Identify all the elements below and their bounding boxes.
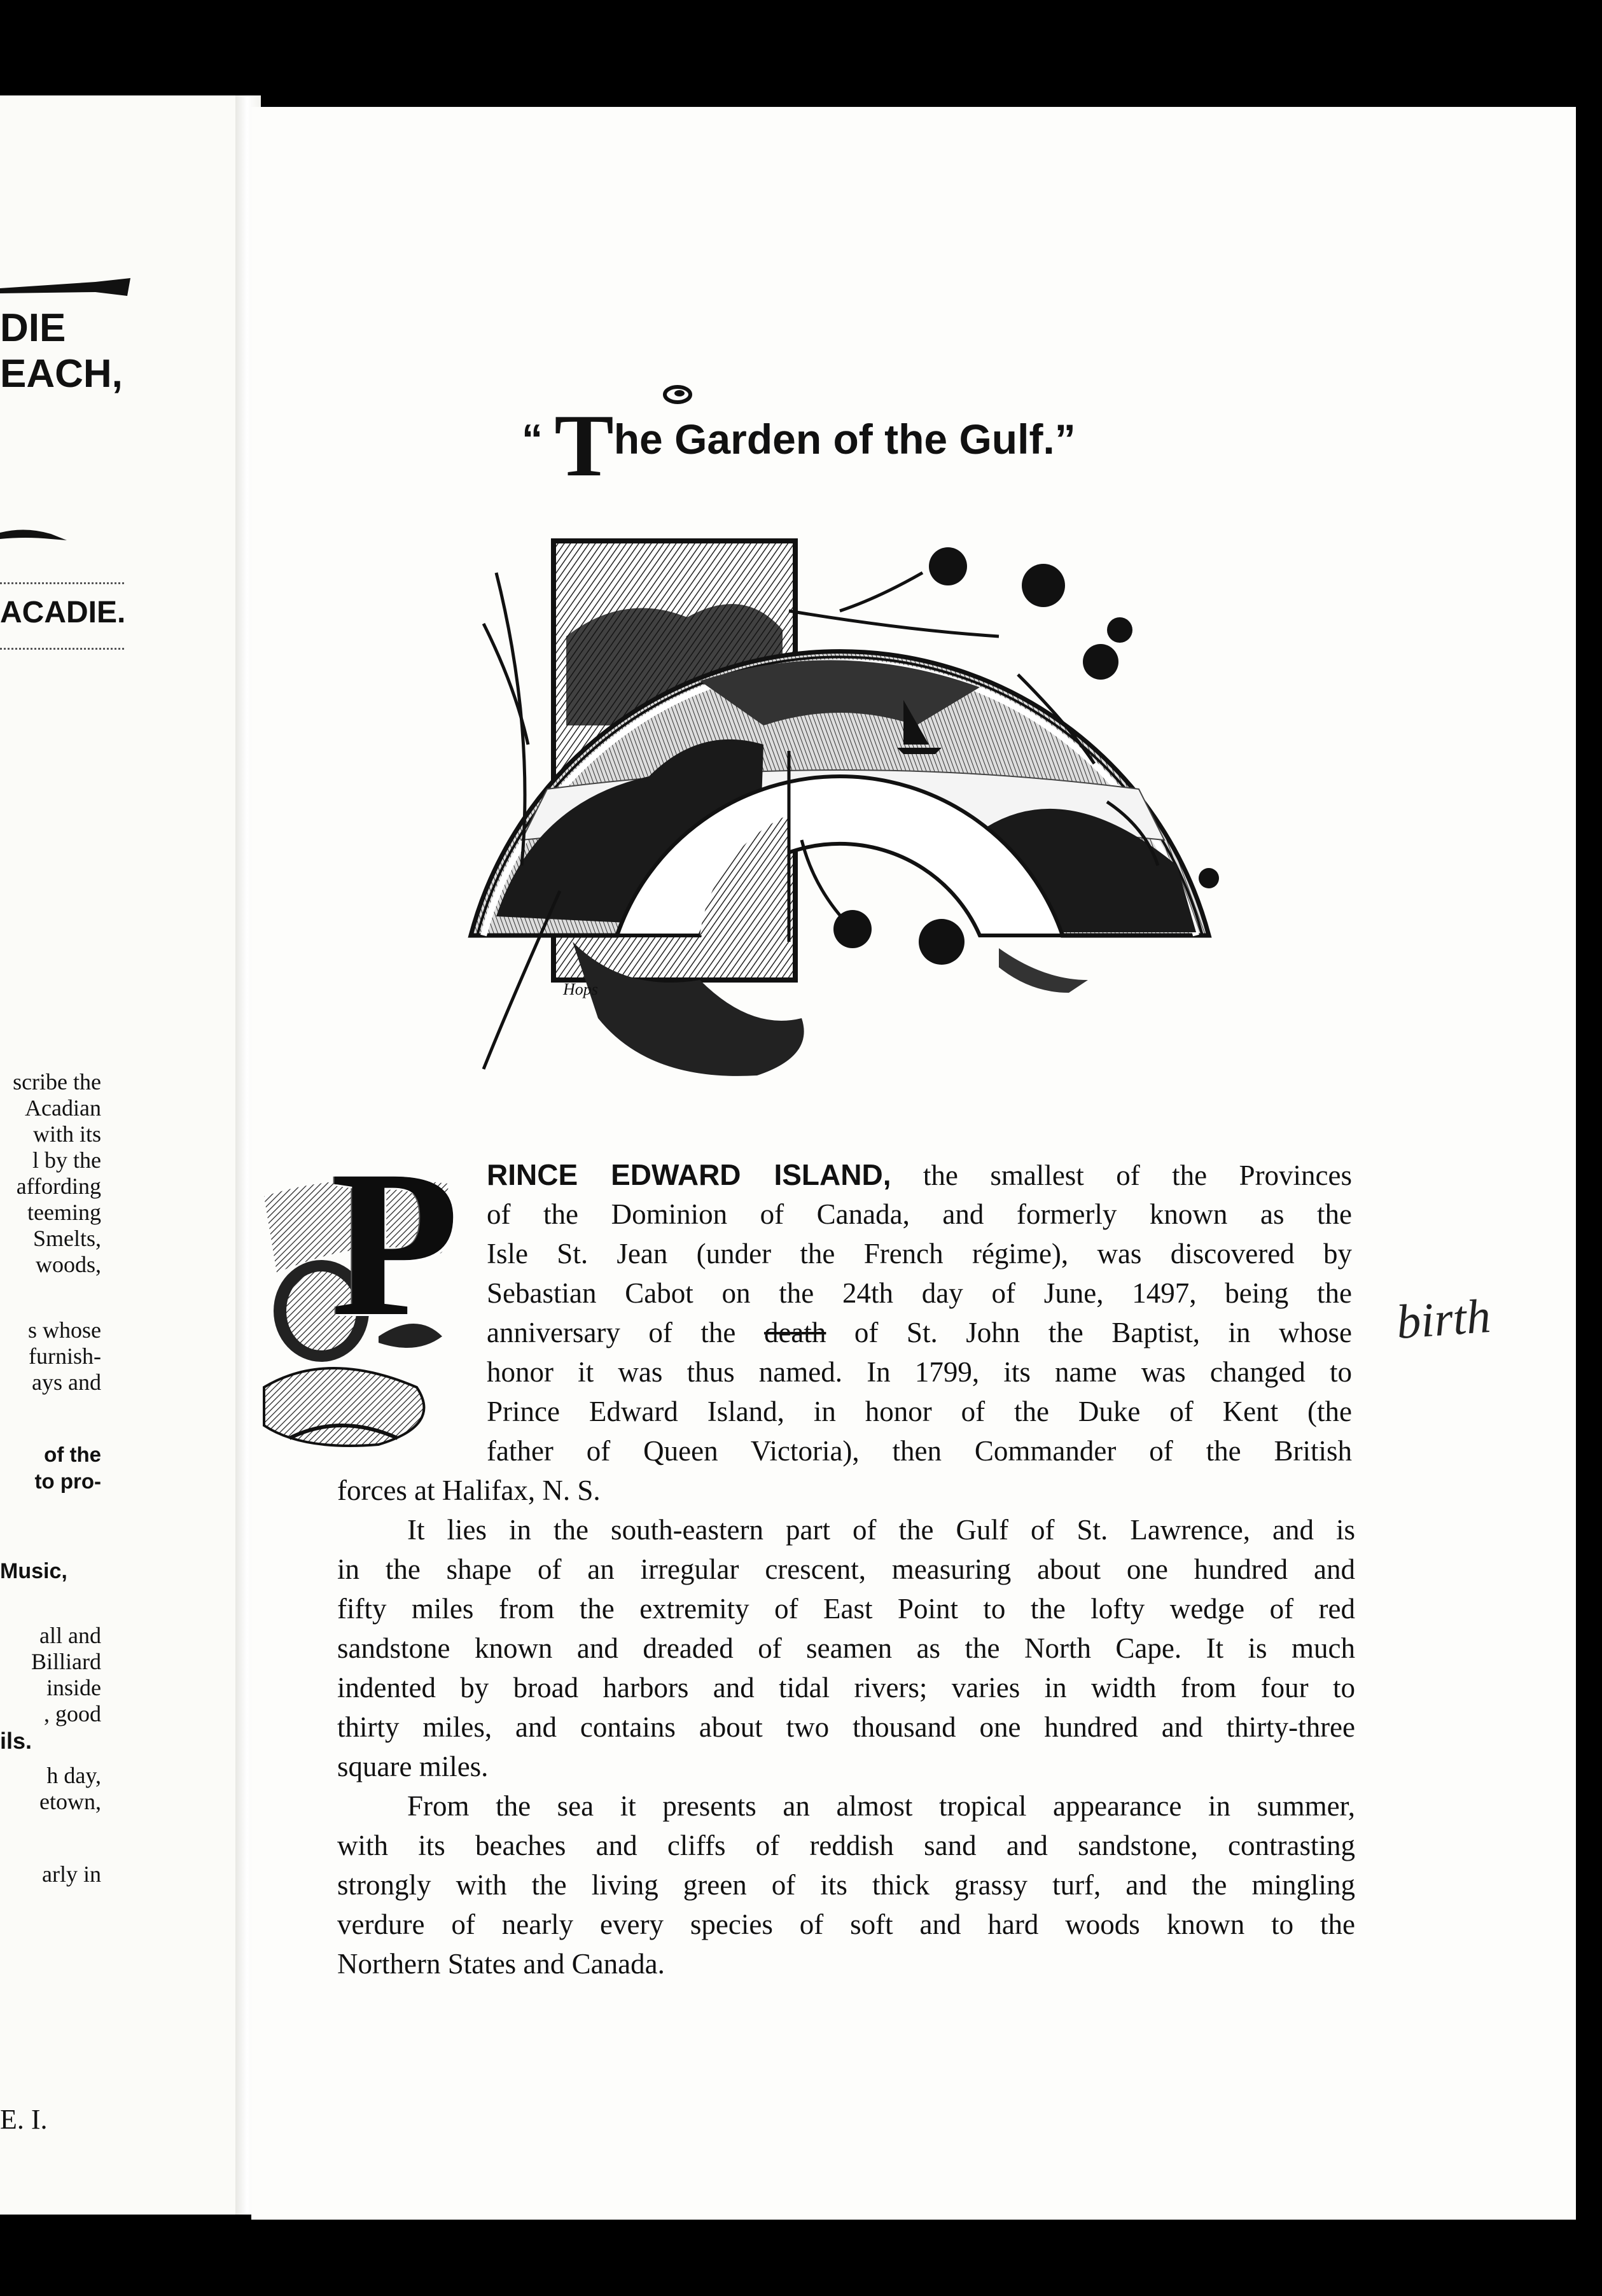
left-bold-word: ils.	[0, 1728, 32, 1754]
body-line	[487, 1155, 1352, 1195]
left-text-line: to pro-	[34, 1469, 101, 1493]
left-heading-line: EACH,	[0, 352, 123, 396]
left-text-line: h day,	[46, 1763, 101, 1788]
ornament-swash	[0, 525, 70, 544]
left-page	[0, 95, 245, 2215]
left-text-line: , good	[44, 1701, 101, 1726]
body-line: Northern States and Canada.	[337, 1948, 665, 1980]
left-text-line: woods,	[35, 1252, 101, 1277]
left-text-line: of the	[44, 1443, 101, 1466]
left-text-line: furnish-	[29, 1343, 101, 1369]
artist-signature: Hops	[563, 980, 598, 998]
body-text: of St. John the Baptist, in whose	[854, 1317, 1353, 1348]
left-text-line: all and	[39, 1623, 101, 1648]
body-line	[337, 1510, 1355, 1550]
body-text: From the sea it presents an almost tropical appearance in summer,	[407, 1790, 1355, 1822]
left-text-line: s whose	[28, 1317, 101, 1343]
fan-landscape-illustration	[458, 535, 1234, 1095]
left-text-line: Acadian	[25, 1095, 101, 1121]
body-line	[337, 1786, 1355, 1826]
handwritten-margin-note: birth	[1395, 1289, 1493, 1350]
body-line: Isle St. Jean (under the French régime), was discovered by	[487, 1238, 1352, 1270]
body-line: with its beaches and cliffs of reddish sand and sandstone, contrasting	[337, 1830, 1355, 1861]
title-text: he Garden of the Gulf.”	[613, 416, 1076, 463]
body-line: fifty miles from the extremity of East Point to the lofty wedge of red	[337, 1593, 1355, 1625]
left-text-line: ays and	[32, 1369, 101, 1395]
left-paragraph	[31, 1623, 101, 1727]
body-line: indented by broad harbors and tidal rivers; varies in width from four to	[337, 1672, 1355, 1704]
title-open-quote: “	[522, 416, 543, 463]
left-text-line: affording	[16, 1173, 101, 1199]
body-line: honor it was thus named. In 1799, its name was changed to	[487, 1356, 1352, 1388]
left-text-line: teeming	[27, 1200, 101, 1225]
struck-word: death	[763, 1317, 826, 1348]
body-line: father of Queen Victoria), then Commander of the British	[487, 1435, 1352, 1467]
left-text-line: scribe the	[13, 1069, 101, 1095]
body-line: thirty miles, and contains about two thousand one hundred and thirty-three	[337, 1711, 1355, 1743]
body-line: sandstone known and dreaded of seamen as the North Cape. It is much	[337, 1632, 1355, 1664]
body-line: square miles.	[337, 1751, 489, 1782]
ornament-rule	[0, 277, 134, 302]
title-initial: T	[554, 396, 614, 495]
title-flourish-icon	[662, 382, 693, 407]
left-text-line: inside	[46, 1675, 101, 1700]
left-footer: E. I.	[0, 2104, 48, 2135]
left-heading-line: DIE	[0, 306, 66, 350]
body-line: Sebastian Cabot on the 24th day of June, 1497, being the	[487, 1277, 1352, 1309]
body-line: Prince Edward Island, in honor of the Duke of Kent (the	[487, 1396, 1352, 1427]
left-heading	[0, 305, 123, 397]
body-line: of the Dominion of Canada, and formerly known as the	[487, 1198, 1352, 1230]
body-text: the smallest of the Provinces	[923, 1159, 1353, 1191]
left-text-line: arly in	[42, 1861, 101, 1887]
left-bold-lines	[35, 1441, 101, 1495]
body-line	[487, 1313, 1352, 1352]
dotted-rule	[0, 582, 124, 584]
left-text-line: Smelts,	[32, 1226, 101, 1251]
body-line: strongly with the living green of its thick grassy turf, and the mingling	[337, 1869, 1355, 1901]
body-line: in the shape of an irregular crescent, measuring about one hundred and	[337, 1553, 1355, 1585]
left-text-line: l by the	[32, 1147, 101, 1173]
left-subheading: ACADIE.	[0, 596, 126, 629]
dotted-rule	[0, 648, 124, 650]
left-music-heading: Music,	[0, 1559, 67, 1583]
page-title	[522, 395, 1158, 497]
left-text-line: with its	[32, 1121, 101, 1147]
left-paragraph	[13, 1069, 101, 1278]
lead-words: RINCE EDWARD ISLAND,	[487, 1158, 891, 1191]
body-line: forces at Halifax, N. S.	[337, 1474, 601, 1506]
left-text-line: etown,	[39, 1789, 101, 1814]
left-paragraph	[28, 1317, 101, 1396]
body-text: anniversary of the	[487, 1317, 736, 1348]
left-text-line: Billiard	[31, 1649, 101, 1674]
body-text: It lies in the south-eastern part of the Gulf of St. Lawrence, and is	[407, 1514, 1355, 1546]
body-line: verdure of nearly every species of soft and hard woods known to the	[337, 1908, 1355, 1940]
drop-cap-letter: P	[331, 1128, 459, 1360]
left-paragraph	[39, 1763, 101, 1815]
